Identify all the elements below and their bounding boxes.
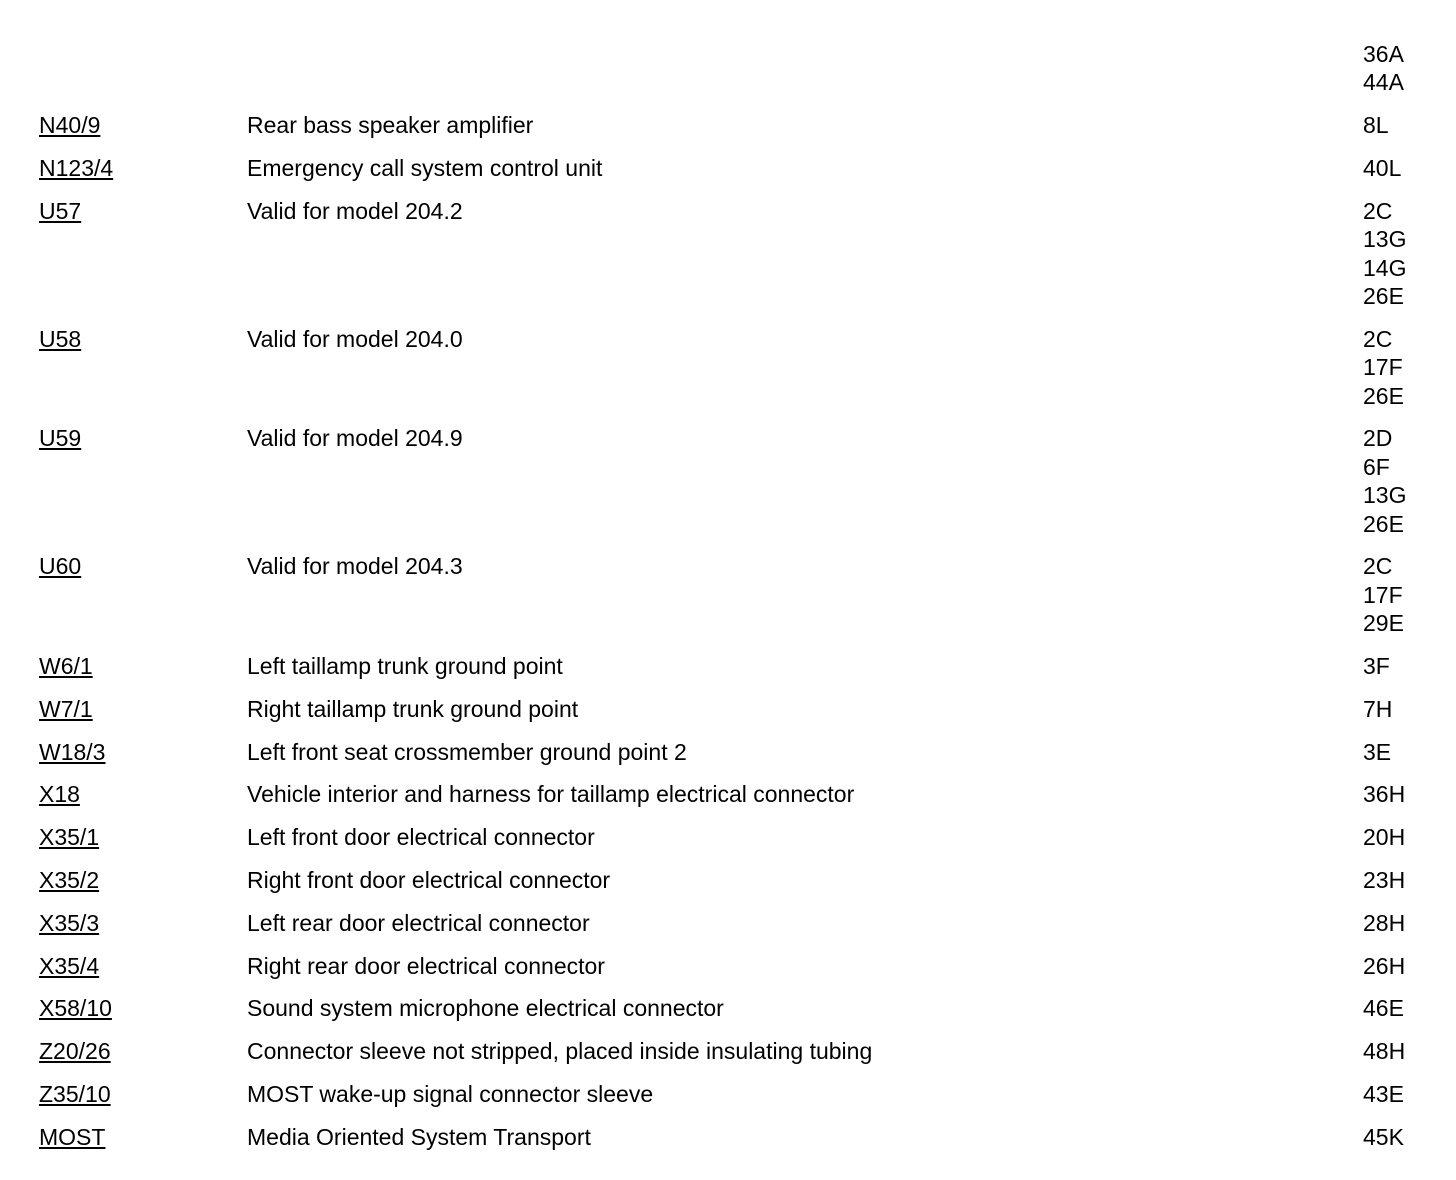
- grid-reference-list: [1363, 424, 1443, 538]
- component-code-link[interactable]: W6/1: [39, 653, 93, 680]
- component-code-link[interactable]: X35/3: [39, 909, 100, 936]
- legend-row: [0, 154, 1456, 182]
- legend-row: [0, 866, 1456, 894]
- grid-reference-list: [1363, 111, 1443, 139]
- grid-reference: 3E: [1363, 738, 1392, 765]
- grid-reference-list: [1363, 1123, 1443, 1151]
- grid-reference: 6F: [1363, 453, 1390, 480]
- grid-reference: 20H: [1363, 824, 1406, 851]
- component-description: Media Oriented System Transport: [247, 1123, 591, 1150]
- component-code-link[interactable]: X35/1: [39, 824, 100, 851]
- component-description: Right front door electrical connector: [247, 867, 611, 894]
- grid-reference-list: [1363, 40, 1443, 97]
- legend-row: [0, 552, 1456, 637]
- component-description: Vehicle interior and harness for taillamp electrical connector: [247, 781, 855, 808]
- grid-reference: 17F: [1363, 354, 1403, 381]
- component-code-link[interactable]: U60: [39, 553, 82, 580]
- grid-reference-list: [1363, 866, 1443, 894]
- grid-reference-list: [1363, 738, 1443, 766]
- component-legend: [0, 40, 1456, 1166]
- grid-reference: 2C: [1363, 553, 1393, 580]
- grid-reference-list: [1363, 154, 1443, 182]
- component-code-link[interactable]: N123/4: [39, 155, 114, 181]
- component-code-link[interactable]: U58: [39, 325, 82, 352]
- grid-reference: 44A: [1363, 69, 1404, 96]
- component-code-link[interactable]: W7/1: [39, 695, 93, 722]
- legend-row: [0, 197, 1456, 311]
- grid-reference-list: [1363, 197, 1443, 311]
- grid-reference: 2C: [1363, 197, 1393, 224]
- legend-row: [0, 909, 1456, 937]
- legend-row: [0, 424, 1456, 538]
- grid-reference: 28H: [1363, 909, 1406, 936]
- component-code-link[interactable]: X58/10: [39, 995, 112, 1022]
- grid-reference: 29E: [1363, 610, 1404, 637]
- grid-reference: 7H: [1363, 695, 1393, 722]
- legend-row: [0, 111, 1456, 139]
- component-description: MOST wake-up signal connector sleeve: [247, 1081, 654, 1108]
- component-code-link[interactable]: X35/2: [39, 867, 100, 894]
- grid-reference: 43E: [1363, 1081, 1404, 1108]
- component-description: Left rear door electrical connector: [247, 909, 590, 936]
- grid-reference: 8L: [1363, 112, 1389, 139]
- grid-reference: 26E: [1363, 382, 1404, 409]
- component-description: Right taillamp trunk ground point: [247, 695, 579, 722]
- grid-reference: 46E: [1363, 995, 1404, 1022]
- grid-reference: 2C: [1363, 325, 1393, 352]
- component-code-link[interactable]: W18/3: [39, 738, 106, 765]
- component-code-link[interactable]: MOST: [39, 1123, 106, 1150]
- grid-reference: 13G: [1363, 226, 1407, 253]
- grid-reference-list: [1363, 552, 1443, 637]
- component-description: Left taillamp trunk ground point: [247, 653, 563, 680]
- component-code-link[interactable]: N40/9: [39, 112, 101, 139]
- legend-row: [0, 738, 1456, 766]
- component-description: Connector sleeve not stripped, placed inside insulating tubing: [247, 1038, 873, 1065]
- component-description: Valid for model 204.2: [247, 197, 463, 224]
- component-code-link[interactable]: U59: [39, 425, 82, 452]
- legend-row: [0, 652, 1456, 680]
- grid-reference: 26E: [1363, 510, 1404, 537]
- component-description: Left front door electrical connector: [247, 824, 595, 851]
- grid-reference-list: [1363, 1037, 1443, 1065]
- legend-row: [0, 695, 1456, 723]
- grid-reference: 2D: [1363, 425, 1393, 452]
- component-code-link[interactable]: Z35/10: [39, 1081, 111, 1108]
- grid-reference: 3F: [1363, 653, 1390, 680]
- grid-reference: 45K: [1363, 1123, 1404, 1150]
- component-code-link[interactable]: X35/4: [39, 952, 100, 979]
- component-code-link[interactable]: U57: [39, 197, 82, 224]
- grid-reference: 26E: [1363, 283, 1404, 310]
- grid-reference: 13G: [1363, 482, 1407, 509]
- grid-reference-list: [1363, 652, 1443, 680]
- component-description: Rear bass speaker amplifier: [247, 112, 534, 139]
- legend-row: [0, 780, 1456, 808]
- component-code-link[interactable]: Z20/26: [39, 1038, 111, 1065]
- legend-row: [0, 40, 1456, 97]
- grid-reference: 40L: [1363, 155, 1402, 181]
- grid-reference: 26H: [1363, 952, 1406, 979]
- grid-reference: 14G: [1363, 254, 1407, 281]
- grid-reference-list: [1363, 952, 1443, 980]
- component-description: Emergency call system control unit: [247, 155, 603, 181]
- grid-reference-list: [1363, 994, 1443, 1022]
- grid-reference: 17F: [1363, 581, 1403, 608]
- component-description: Valid for model 204.0: [247, 325, 463, 352]
- grid-reference-list: [1363, 695, 1443, 723]
- legend-row: [0, 1123, 1456, 1151]
- component-description: Right rear door electrical connector: [247, 952, 605, 979]
- legend-row: [0, 952, 1456, 980]
- grid-reference-list: [1363, 325, 1443, 410]
- grid-reference-list: [1363, 1080, 1443, 1108]
- grid-reference-list: [1363, 823, 1443, 851]
- component-code-link[interactable]: X18: [39, 781, 80, 808]
- grid-reference: 23H: [1363, 867, 1406, 894]
- legend-row: [0, 1037, 1456, 1065]
- grid-reference: 36A: [1363, 41, 1404, 67]
- grid-reference: 48H: [1363, 1038, 1406, 1065]
- grid-reference-list: [1363, 909, 1443, 937]
- grid-reference: 36H: [1363, 781, 1406, 808]
- component-description: Valid for model 204.9: [247, 425, 463, 452]
- legend-row: [0, 325, 1456, 410]
- legend-row: [0, 1080, 1456, 1108]
- component-description: Valid for model 204.3: [247, 553, 463, 580]
- grid-reference-list: [1363, 780, 1443, 808]
- component-description: Left front seat crossmember ground point 2: [247, 738, 687, 765]
- legend-row: [0, 994, 1456, 1022]
- legend-row: [0, 823, 1456, 851]
- component-description: Sound system microphone electrical connector: [247, 995, 724, 1022]
